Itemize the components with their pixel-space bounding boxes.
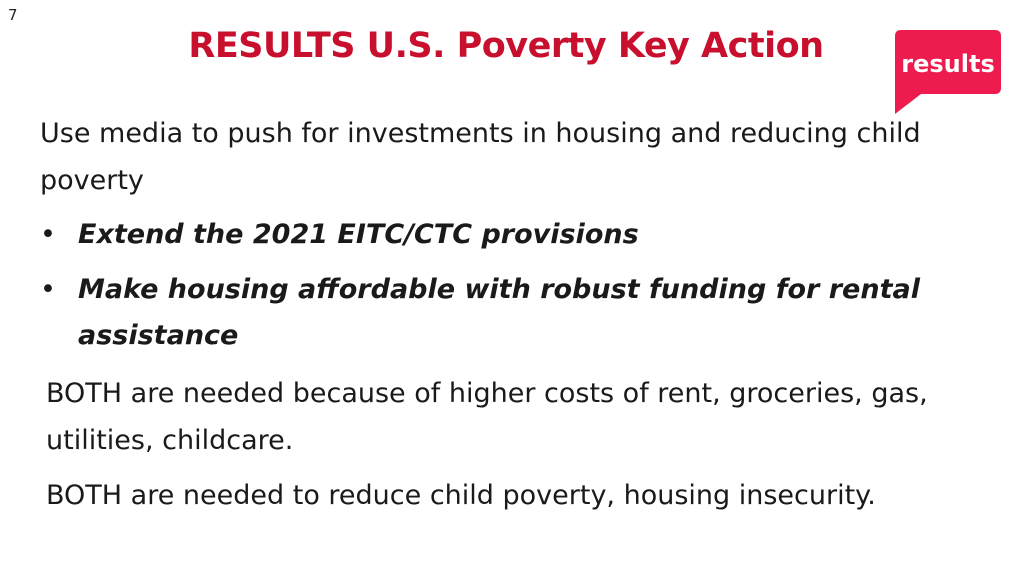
bullet-item bbox=[40, 267, 1000, 359]
intro-text: Use media to push for investments in housing and reducing child poverty bbox=[40, 118, 921, 196]
results-logo bbox=[895, 30, 1001, 94]
logo-text: results bbox=[901, 50, 995, 78]
action-bullets bbox=[40, 212, 1000, 368]
paragraph-costs: BOTH are needed because of higher costs of rent, groceries, gas, utilities, childcare. bbox=[46, 378, 928, 456]
slide-number: 7 bbox=[8, 6, 18, 24]
bullet-item bbox=[40, 212, 1000, 258]
bullet-dot-icon: • bbox=[40, 219, 56, 250]
results-logo-badge bbox=[895, 30, 1001, 114]
bullet-text: Make housing affordable with robust funding for rental assistance bbox=[78, 274, 920, 351]
bullet-dot-icon: • bbox=[40, 274, 56, 305]
slide-title: RESULTS U.S. Poverty Key Action bbox=[188, 26, 824, 66]
paragraph-poverty: BOTH are needed to reduce child poverty, housing insecurity. bbox=[46, 480, 876, 511]
bullet-text: Extend the 2021 EITC/CTC provisions bbox=[78, 219, 639, 250]
